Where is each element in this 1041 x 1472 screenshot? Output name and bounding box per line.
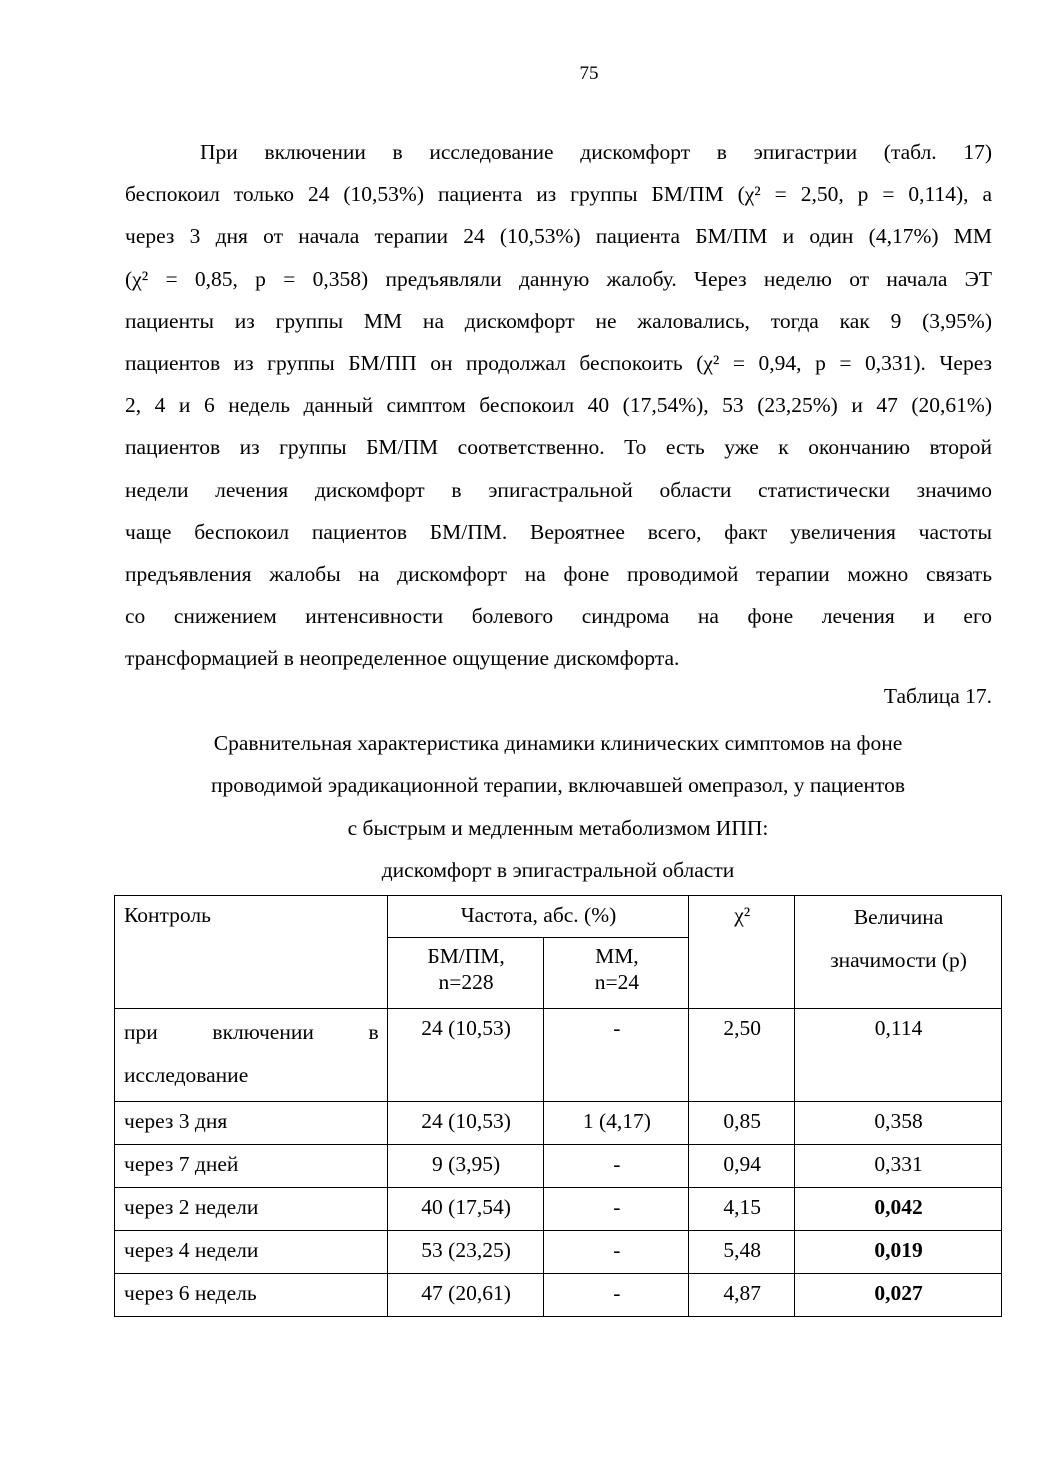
caption-line: проводимой эрадикационной терапии, включавшей омепразол, у пациентов [211,773,905,798]
row-bm-value: 40 (17,54) [387,1188,544,1231]
row-bm-value: 24 (10,53) [387,1009,544,1102]
header-group-mm-line: ММ, [595,944,639,968]
row-mm-value: - [544,1274,689,1317]
header-group-bm-line: n=228 [438,970,494,994]
table-row [115,1102,1002,1145]
table-row [115,1231,1002,1274]
paragraph-line: При включении в исследование дискомфорт в эпигастрии (табл. 17) [200,140,992,164]
body-paragraph [125,131,992,680]
row-p-value: 0,358 [795,1102,1002,1145]
row-chi2-value: 4,15 [689,1188,795,1231]
header-control: Контроль [115,896,388,1009]
row-chi2-value: 5,48 [689,1231,795,1274]
table-row [115,1274,1002,1317]
paragraph-line: чаще беспокоил пациентов БМ/ПМ. Вероятнее всего, факт увеличения частоты [125,519,992,544]
paragraph-line: пациентов из группы БМ/ПП он продолжал беспокоить (χ² = 0,94, p = 0,331). Через [125,351,992,376]
row-bm-value: 53 (23,25) [387,1231,544,1274]
row-mm-value: - [544,1009,689,1102]
table-row [115,1145,1002,1188]
paragraph-line: недели лечения дискомфорт в эпигастральной области статистически значимо [125,477,992,502]
row-p-value: 0,027 [795,1274,1002,1317]
caption-line: с быстрым и медленным метаболизмом ИПП: [347,815,769,840]
symptom-table [114,895,1002,1317]
header-group-mm-line: n=24 [594,970,640,994]
row-p-value: 0,019 [795,1231,1002,1274]
table-header-row [115,896,1002,938]
paragraph-line: трансформацией в неопределенное ощущение дискомфорта. [125,646,680,671]
header-chi2: χ² [689,896,795,1009]
row-control: через 4 недели [115,1231,388,1274]
header-group-bm [387,938,544,1009]
row-bm-value: 24 (10,53) [387,1102,544,1145]
row-chi2-value: 0,85 [689,1102,795,1145]
table-caption [114,722,1002,891]
paragraph-line: беспокоил только 24 (10,53%) пациента из группы БМ/ПМ (χ² = 2,50, p = 0,114), а [125,182,992,207]
paragraph-line: через 3 дня от начала терапии 24 (10,53%) пациента БМ/ПМ и один (4,17%) ММ [125,224,992,249]
row-mm-value: - [544,1145,689,1188]
paragraph-line: пациенты из группы ММ на дискомфорт не жаловались, тогда как 9 (3,95%) [125,308,992,333]
row-chi2-value: 2,50 [689,1009,795,1102]
row-control: через 6 недель [115,1274,388,1317]
table-row [115,1009,1002,1102]
header-significance [795,896,1002,1009]
header-group-mm [544,938,689,1009]
row-control-line: при включении в [124,1020,379,1044]
paragraph-line: предъявления жалобы на дискомфорт на фоне проводимой терапии можно связать [125,562,992,587]
row-bm-value: 9 (3,95) [387,1145,544,1188]
paragraph-line: 2, 4 и 6 недель данный симптом беспокоил 40 (17,54%), 53 (23,25%) и 47 (20,61%) [125,393,992,418]
row-p-value: 0,042 [795,1188,1002,1231]
row-mm-value: - [544,1231,689,1274]
row-p-value: 0,114 [795,1009,1002,1102]
caption-line: Сравнительная характеристика динамики клинических симптомов на фоне [213,731,903,755]
table-label: Таблица 17. [883,684,992,708]
header-significance-line: значимости (р) [830,948,967,972]
row-control-line: исследование [124,1063,249,1087]
row-mm-value: - [544,1188,689,1231]
row-control: через 7 дней [115,1145,388,1188]
row-control: через 2 недели [115,1188,388,1231]
header-significance-line: Величина [853,905,944,929]
row-control: через 3 дня [115,1102,388,1145]
row-control [115,1009,388,1102]
caption-line: дискомфорт в эпигастральной области [381,857,735,882]
row-chi2-value: 4,87 [689,1274,795,1317]
row-mm-value: 1 (4,17) [544,1102,689,1145]
row-p-value: 0,331 [795,1145,1002,1188]
header-frequency: Частота, абс. (%) [387,896,689,938]
paragraph-line: со снижением интенсивности болевого синдрома на фоне лечения и его [125,604,992,629]
row-chi2-value: 0,94 [689,1145,795,1188]
table-row [115,1188,1002,1231]
paragraph-line: пациентов из группы БМ/ПМ соответственно. То есть уже к окончанию второй [125,435,992,460]
header-group-bm-line: БМ/ПМ, [427,944,505,968]
row-bm-value: 47 (20,61) [387,1274,544,1317]
paragraph-line: (χ² = 0,85, p = 0,358) предъявляли данную жалобу. Через неделю от начала ЭТ [125,266,992,291]
page-number: 75 [579,63,599,84]
